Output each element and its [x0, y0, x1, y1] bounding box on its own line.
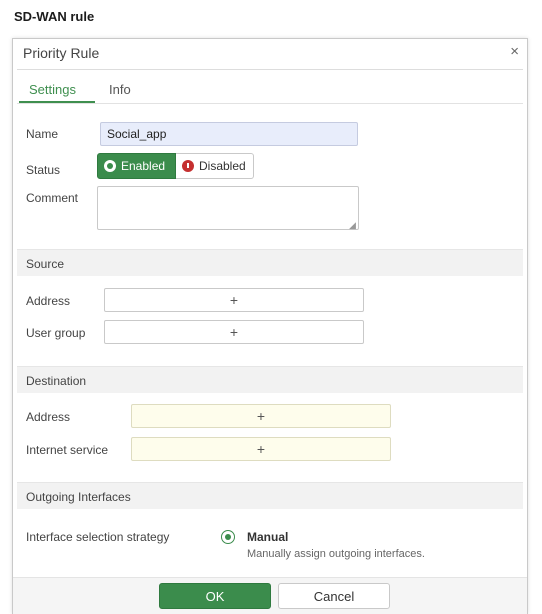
destination-address-label: Address [26, 410, 71, 424]
destination-address-field[interactable] [131, 404, 391, 428]
manual-option-description: Manually assign outgoing interfaces. [247, 548, 425, 560]
tab-info[interactable]: Info [109, 82, 131, 97]
status-disabled-button[interactable] [176, 153, 254, 179]
internet-service-label: Internet service [26, 443, 109, 457]
strategy-label: Interface selection strategy [26, 530, 170, 544]
manual-radio[interactable] [221, 530, 235, 544]
destination-section-header [17, 366, 523, 393]
cancel-button[interactable]: Cancel [278, 583, 390, 609]
ok-button[interactable]: OK [159, 583, 271, 609]
close-icon[interactable]: × [510, 43, 519, 60]
stop-circle-icon [182, 160, 194, 172]
status-label: Status [26, 163, 61, 177]
name-label: Name [26, 127, 59, 141]
destination-heading: Destination [26, 374, 87, 388]
name-input[interactable] [100, 122, 358, 146]
source-section-header [17, 249, 523, 276]
user-group-field[interactable] [104, 320, 364, 344]
resize-grip-icon[interactable]: ◢ [349, 220, 356, 230]
comment-textarea[interactable] [97, 186, 359, 230]
status-toggle [97, 153, 254, 179]
internet-service-field[interactable] [131, 437, 391, 461]
check-circle-icon [104, 160, 116, 172]
dialog-title: Priority Rule [23, 45, 100, 61]
source-address-label: Address [26, 294, 71, 308]
tab-divider [17, 103, 523, 104]
title-divider [17, 69, 523, 70]
status-enabled-label: Enabled [121, 159, 166, 173]
tab-settings[interactable]: Settings [29, 82, 76, 97]
source-address-field[interactable] [104, 288, 364, 312]
window-caption: SD-WAN rule [14, 9, 95, 24]
source-heading: Source [26, 257, 65, 271]
user-group-label: User group [26, 326, 86, 340]
manual-option-label: Manual [247, 530, 289, 544]
plus-icon: + [256, 441, 266, 457]
plus-icon: + [229, 324, 239, 340]
comment-label: Comment [26, 191, 79, 205]
priority-rule-dialog [12, 38, 528, 614]
status-disabled-label: Disabled [199, 159, 246, 173]
outgoing-heading: Outgoing Interfaces [26, 490, 131, 504]
outgoing-section-header [17, 482, 523, 509]
plus-icon: + [229, 292, 239, 308]
plus-icon: + [256, 408, 266, 424]
status-enabled-button[interactable] [97, 153, 176, 179]
